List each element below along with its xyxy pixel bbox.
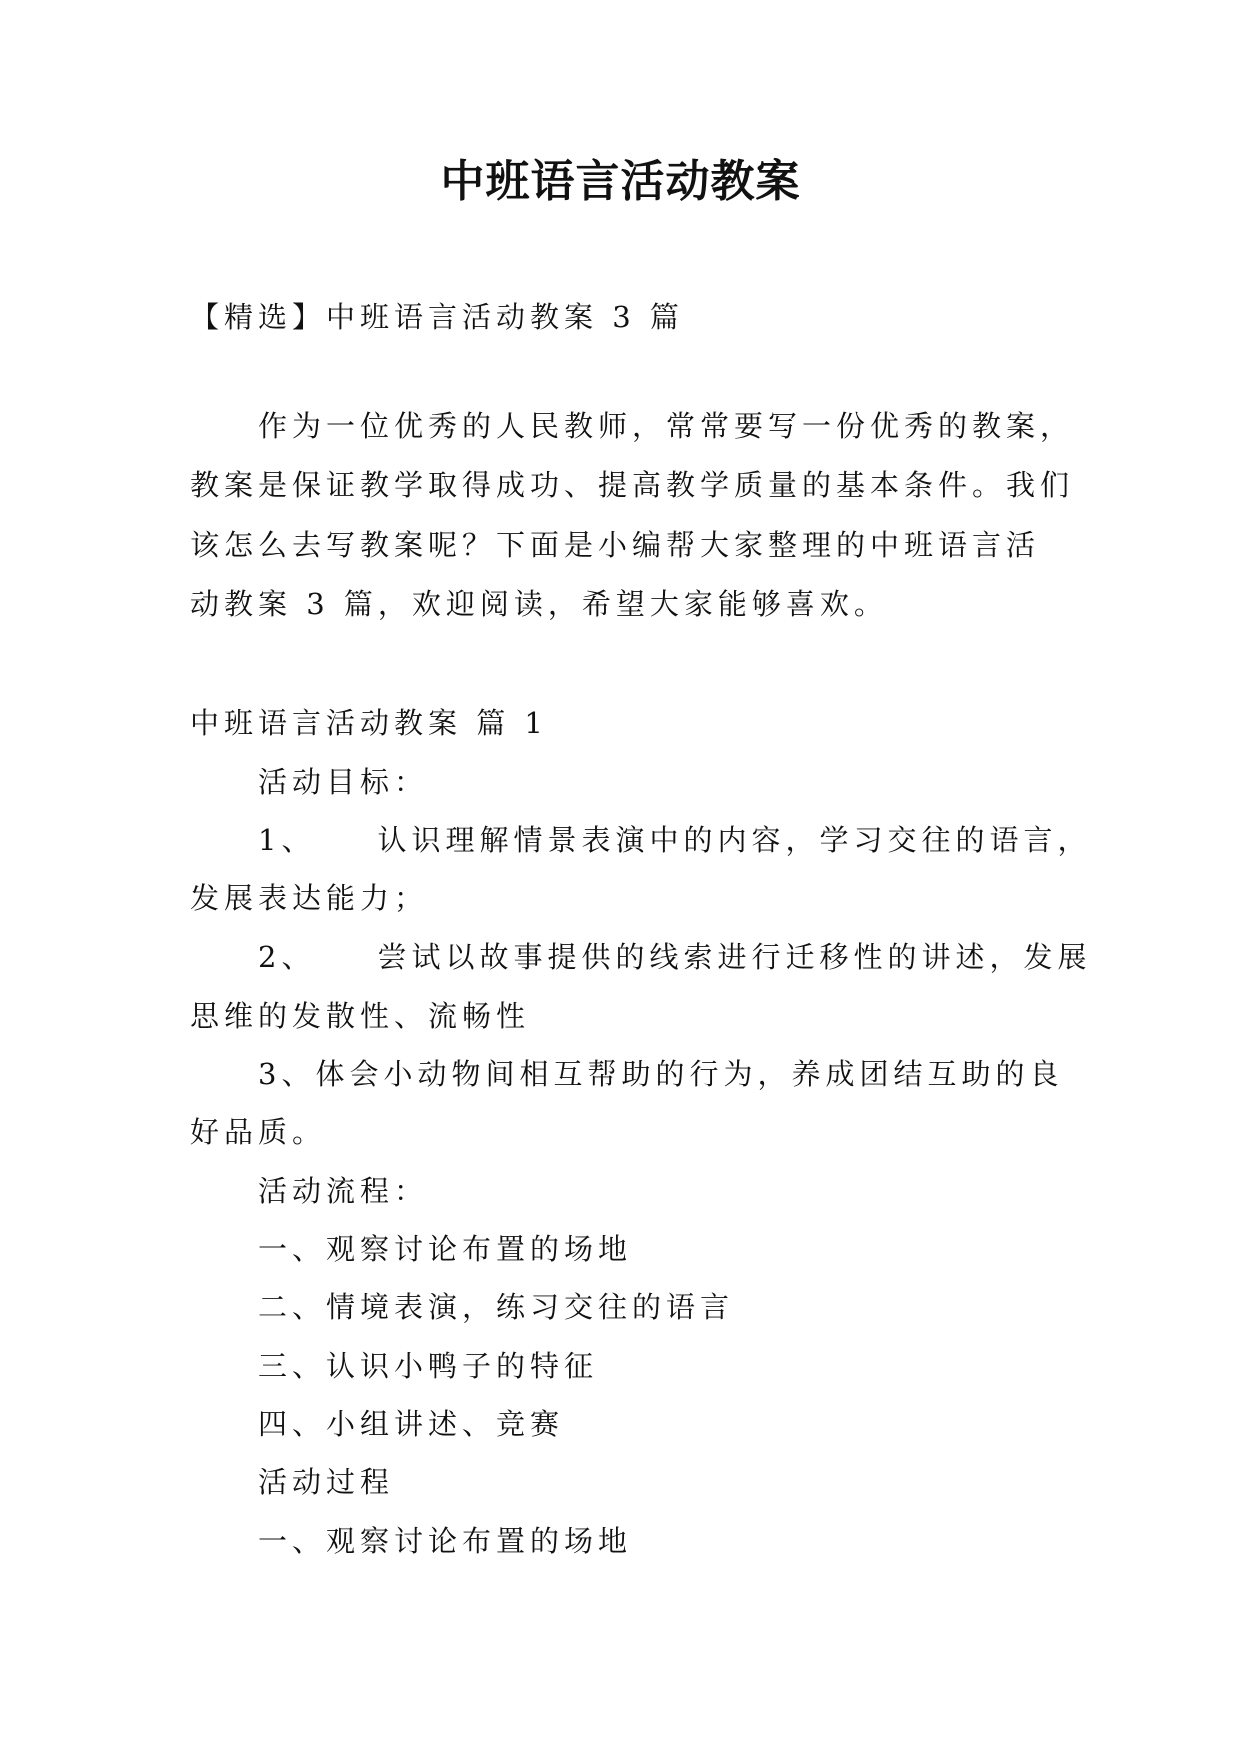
- process-step-1: 一、观察讨论布置的场地: [258, 1524, 633, 1558]
- page-title: 中班语言活动教案: [440, 156, 801, 207]
- goal-2: [258, 937, 1091, 977]
- goals-label: 活动目标：: [258, 765, 429, 799]
- flow-item-1: 一、观察讨论布置的场地: [258, 1232, 633, 1266]
- goal-1: [258, 820, 1091, 860]
- flow-label: 活动流程：: [258, 1174, 429, 1208]
- intro-line-4: 动教案 3 篇，欢迎阅读，希望大家能够喜欢。: [190, 587, 888, 621]
- goal-1-continued: 发展表达能力；: [190, 881, 429, 915]
- goal-2-continued: 思维的发散性、流畅性: [190, 999, 531, 1033]
- section-heading: 中班语言活动教案 篇 1: [190, 706, 548, 740]
- goal-3: 3、体会小动物间相互帮助的行为，养成团结互助的良: [258, 1057, 1064, 1091]
- intro-line-3: 该怎么去写教案呢？下面是小编帮大家整理的中班语言活: [190, 528, 1041, 562]
- flow-item-2: 二、情境表演，练习交往的语言: [258, 1290, 735, 1324]
- flow-item-4: 四、小组讲述、竞赛: [258, 1407, 565, 1441]
- intro-line-1: 作为一位优秀的人民教师，常常要写一份优秀的教案，: [258, 409, 1075, 443]
- goal-3-continued: 好品质。: [190, 1115, 327, 1149]
- goal-2-number: 2、: [258, 940, 316, 974]
- intro-line-2: 教案是保证教学取得成功、提高教学质量的基本条件。我们: [190, 468, 1075, 502]
- flow-item-3: 三、认识小鸭子的特征: [258, 1349, 599, 1383]
- process-label: 活动过程: [258, 1465, 395, 1499]
- goal-2-text: 尝试以故事提供的线索进行迁移性的讲述，发展: [377, 940, 1092, 974]
- subtitle: 【精选】中班语言活动教案 3 篇: [190, 300, 684, 334]
- goal-1-number: 1、: [258, 823, 316, 857]
- goal-1-text: 认识理解情景表演中的内容，学习交往的语言，: [377, 823, 1092, 857]
